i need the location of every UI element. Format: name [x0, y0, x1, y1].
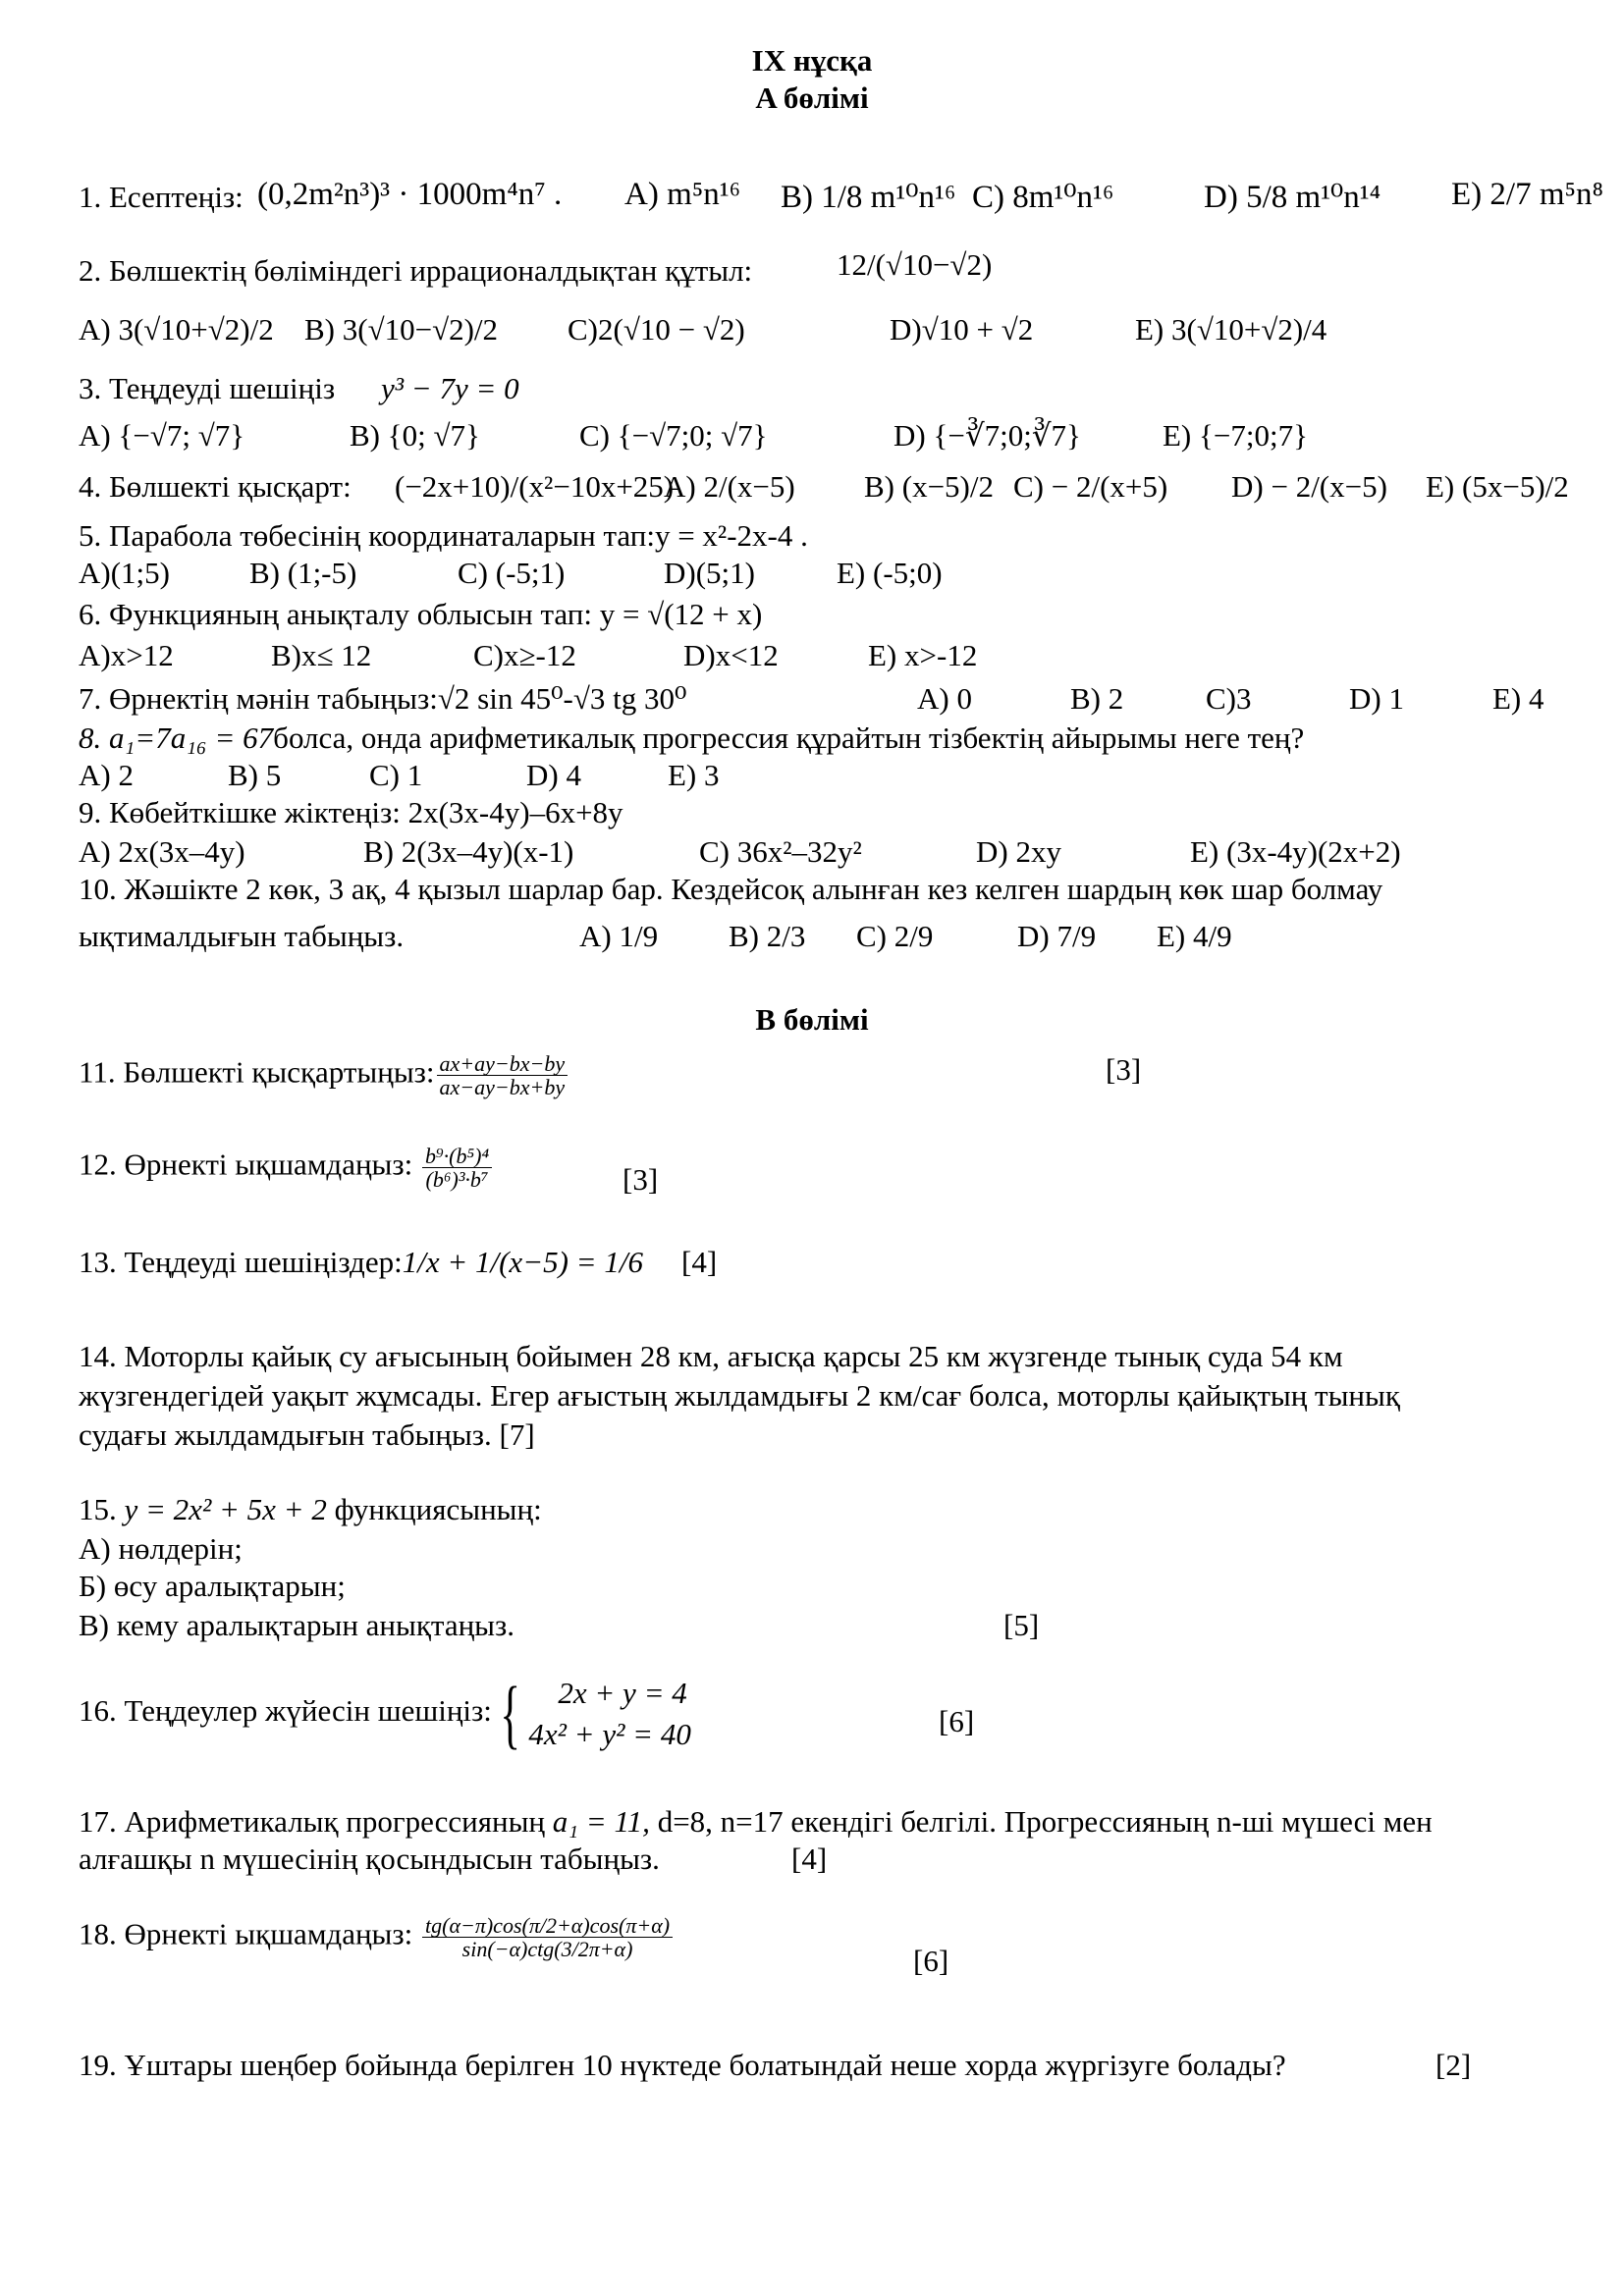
q1-option-e[interactable]: E) 2/7 m⁵n⁸ — [1451, 177, 1603, 212]
q4-option-a[interactable]: A) 2/(x−5) — [664, 469, 795, 504]
q10-option-b[interactable]: B) 2/3 — [729, 919, 806, 953]
q18-stem: 18. Өрнекті ықшамдаңыз: $\frac{tg(\alpha-\pi)\cos(\pi/2+\alpha)\cos(\pi+\alpha)}{\text{sin(−α)ctg(3/2π+α)}}$ — [79, 1914, 675, 1960]
left-brace: { — [500, 1670, 520, 1756]
q5-option-e[interactable]: E) (-5;0) — [837, 556, 943, 590]
q17-expression: a₁ = 11, — [552, 1804, 650, 1839]
q10-stem-line1: 10. Жәшікте 2 көк, 3 ақ, 4 қызыл шарлар бар. Кездейсоқ алынған кез келген шардың көк шар болмау — [79, 872, 1383, 906]
q16-eq1: 2x + y = 4 — [558, 1676, 687, 1710]
q8-stem: 8. a₁=7a₁₆ = 67болса, онда арифметикалық прогрессия құрайтын тізбектің айырымы неге тең? — [79, 721, 1305, 755]
q8-option-e[interactable]: E) 3 — [668, 758, 720, 792]
q7-stem: 7. Өрнектің мәнін табыңыз:√2 sin 45⁰-√3 tg 30⁰ — [79, 681, 687, 716]
q12-fraction: $\frac{\text{b⁹·(b⁵)⁴}}{\text{(b⁶)³·b⁷}}$ — [422, 1145, 492, 1191]
q4-option-c[interactable]: C) − 2/(x+5) — [1013, 469, 1168, 504]
q10-stem-line2: ықтималдығын табыңыз. — [79, 919, 405, 953]
q1-stem: 1. Есептеңіз: — [79, 180, 244, 214]
q11-points: [3] — [1106, 1052, 1142, 1087]
q8-option-b[interactable]: B) 5 — [228, 758, 282, 792]
q3-option-b[interactable]: B) {0; √7} — [350, 418, 480, 453]
q7-option-b[interactable]: B) 2 — [1070, 681, 1124, 716]
q2-option-d[interactable]: D)√10 + √2 — [890, 312, 1034, 347]
q2-option-a[interactable]: A) 3(√10+√2)/2 — [79, 312, 274, 347]
q3-option-d[interactable]: D) {−∛7;0;∛7} — [893, 418, 1081, 453]
q5-option-d[interactable]: D)(5;1) — [664, 556, 755, 590]
q7-option-d[interactable]: D) 1 — [1349, 681, 1404, 716]
q2-option-c[interactable]: C)2(√10 − √2) — [568, 312, 745, 347]
q3-expression: y³ − 7y = 0 — [381, 371, 519, 405]
q2-expression: 12/(√10−√2) — [837, 247, 993, 282]
q16-system — [528, 1673, 690, 1755]
q2-stem: 2. Бөлшектің бөліміндегі иррационалдықтан құтыл: — [79, 253, 753, 288]
q19-points: [2] — [1435, 2048, 1472, 2082]
q4-stem: 4. Бөлшекті қысқарт: — [79, 469, 352, 504]
q9-expression: 2x(3x-4y)–6x+8y — [407, 795, 623, 829]
q9-stem: 9. Көбейткішке жіктеңіз: 2x(3x-4y)–6x+8y — [79, 795, 623, 829]
q8-option-d[interactable]: D) 4 — [526, 758, 581, 792]
q4-option-b[interactable]: B) (x−5)/2 — [864, 469, 994, 504]
q4-option-d[interactable]: D) − 2/(x−5) — [1231, 469, 1387, 504]
q13-points: [4] — [681, 1245, 718, 1279]
q1-option-b[interactable]: B) 1/8 m¹⁰n¹⁶ — [781, 180, 956, 215]
q10-option-e[interactable]: E) 4/9 — [1157, 919, 1232, 953]
q7-option-c[interactable]: C)3 — [1206, 681, 1252, 716]
q4-expression: (−2x+10)/(x²−10x+25) — [395, 469, 675, 504]
q3-stem: 3. Теңдеуді шешіңіз — [79, 371, 336, 405]
q6-stem: 6. Функцияның анықталу облысын тап: y = √(12 + x) — [79, 597, 763, 631]
q14-line2: жүзгендегідей уақыт жұмсады. Егер ағыстың жылдамдығы 2 км/сағ болса, моторлы қайықтың тынық — [79, 1378, 1400, 1413]
q14-line3: судағы жылдамдығын табыңыз. [7] — [79, 1417, 535, 1452]
q16-points: [6] — [939, 1704, 975, 1738]
section-b-title: В бөлімі — [755, 1002, 869, 1037]
q5-option-a[interactable]: A)(1;5) — [79, 556, 170, 590]
q6-option-c[interactable]: C)x≥-12 — [473, 638, 576, 672]
q9-option-e[interactable]: E) (3x-4y)(2x+2) — [1190, 834, 1401, 869]
q5-option-b[interactable]: B) (1;-5) — [249, 556, 357, 590]
q8-option-c[interactable]: C) 1 — [369, 758, 423, 792]
q15-part-c: В) кему аралықтарын анықтаңыз. — [79, 1608, 515, 1642]
q15-part-a: А) нөлдерін; — [79, 1531, 243, 1566]
q3-option-a[interactable]: A) {−√7; √7} — [79, 418, 245, 453]
q12-stem: 12. Өрнекті ықшамдаңыз: $\frac{\text{b⁹·(b⁵)⁴}}{\text{(b⁶)³·b⁷}}$ — [79, 1145, 494, 1191]
q9-option-d[interactable]: D) 2xy — [976, 834, 1061, 869]
q5-option-c[interactable]: C) (-5;1) — [458, 556, 566, 590]
q15-stem: 15. y = 2x² + 5x + 2 функциясының: — [79, 1492, 542, 1526]
q9-option-c[interactable]: C) 36x²–32y² — [699, 834, 862, 869]
q7-option-e[interactable]: E) 4 — [1492, 681, 1544, 716]
q2-option-b[interactable]: B) 3(√10−√2)/2 — [304, 312, 499, 347]
q10-option-a[interactable]: A) 1/9 — [579, 919, 659, 953]
q15-part-b: Б) өсу аралықтарын; — [79, 1569, 346, 1603]
q3-option-e[interactable]: E) {−7;0;7} — [1163, 418, 1308, 453]
q6-option-e[interactable]: E) x>-12 — [868, 638, 978, 672]
q15-points: [5] — [1003, 1608, 1040, 1642]
q10-option-d[interactable]: D) 7/9 — [1017, 919, 1097, 953]
q3-option-c[interactable]: C) {−√7;0; √7} — [579, 418, 768, 453]
q6-option-d[interactable]: D)x<12 — [683, 638, 779, 672]
q9-option-b[interactable]: B) 2(3x–4y)(x-1) — [363, 834, 574, 869]
q12-points: [3] — [623, 1162, 659, 1197]
q11-fraction: $\frac{ax+ay-bx-by}{ax-ay-bx+by}$ — [437, 1052, 568, 1098]
q1-option-d[interactable]: D) 5/8 m¹⁰n¹⁴ — [1204, 180, 1381, 215]
q16-eq2: 4x² + y² = 40 — [528, 1716, 691, 1751]
q18-points: [6] — [913, 1944, 949, 1978]
q1-option-c[interactable]: C) 8m¹⁰n¹⁶ — [972, 180, 1114, 215]
q4-option-e[interactable]: E) (5x−5)/2 — [1426, 469, 1569, 504]
q19-stem: 19. Ұштары шеңбер бойында берілген 10 нүктеде болатындай неше хорда жүргізуге болады? — [79, 2048, 1286, 2082]
section-a-title: A бөлімі — [755, 80, 869, 115]
q10-option-c[interactable]: C) 2/9 — [856, 919, 934, 953]
q13-stem: 13. Теңдеуді шешіңіздер:1/x + 1/(x−5) = 1/6 — [79, 1245, 643, 1279]
q1-option-a[interactable]: A) m⁵n¹⁶ — [624, 177, 741, 212]
q6-expression: y = √(12 + x) — [599, 597, 763, 631]
q6-option-a[interactable]: A)x>12 — [79, 638, 174, 672]
q18-fraction: $\frac{tg(\alpha-\pi)\cos(\pi/2+\alpha)\cos(\pi+\alpha)}{\text{sin(−α)ctg(3/2π+α)}}$ — [422, 1914, 673, 1960]
q8-expression: 8. a₁=7a₁₆ = 67 — [79, 721, 274, 755]
q7-option-a[interactable]: A) 0 — [917, 681, 972, 716]
q6-option-b[interactable]: B)x≤ 12 — [271, 638, 372, 672]
q9-option-a[interactable]: A) 2x(3x–4y) — [79, 834, 245, 869]
q8-option-a[interactable]: A) 2 — [79, 758, 134, 792]
q2-option-e[interactable]: E) 3(√10+√2)/4 — [1135, 312, 1327, 347]
q5-stem: 5. Парабола төбесінің координаталарын тап:y = x²-2x-4 . — [79, 518, 808, 553]
q17-line1: 17. Арифметикалық прогрессияның a₁ = 11, d=8, n=17 екендігі белгілі. Прогрессияның n-ші мүшесі мен — [79, 1804, 1433, 1839]
q11-stem: 11. Бөлшекті қысқартыңыз: $\frac{ax+ay-bx-by}{ax-ay-bx+by}$ — [79, 1052, 569, 1098]
q5-expression: y = x²-2x-4 . — [654, 518, 808, 553]
variant-title: IX нұсқа — [751, 43, 873, 78]
q7-expression: √2 sin 45⁰-√3 tg 30⁰ — [437, 681, 687, 716]
q14-line1: 14. Моторлы қайық су ағысының бойымен 28 км, ағысқа қарсы 25 км жүзгенде тынық суда 54 км — [79, 1339, 1343, 1373]
q15-function: y = 2x² + 5x + 2 — [124, 1492, 327, 1526]
q16-stem: 16. Теңдеулер жүйесін шешіңіз: { 2x + y = 4 4x² + y² = 40 — [79, 1670, 691, 1756]
q1-expression: (0,2m²n³)³ · 1000m⁴n⁷ . — [257, 177, 563, 212]
q17-points: [4] — [791, 1842, 828, 1876]
q17-line2: алғашқы n мүшесінің қосындысын табыңыз. — [79, 1842, 660, 1876]
q13-equation: 1/x + 1/(x−5) = 1/6 — [402, 1245, 643, 1279]
